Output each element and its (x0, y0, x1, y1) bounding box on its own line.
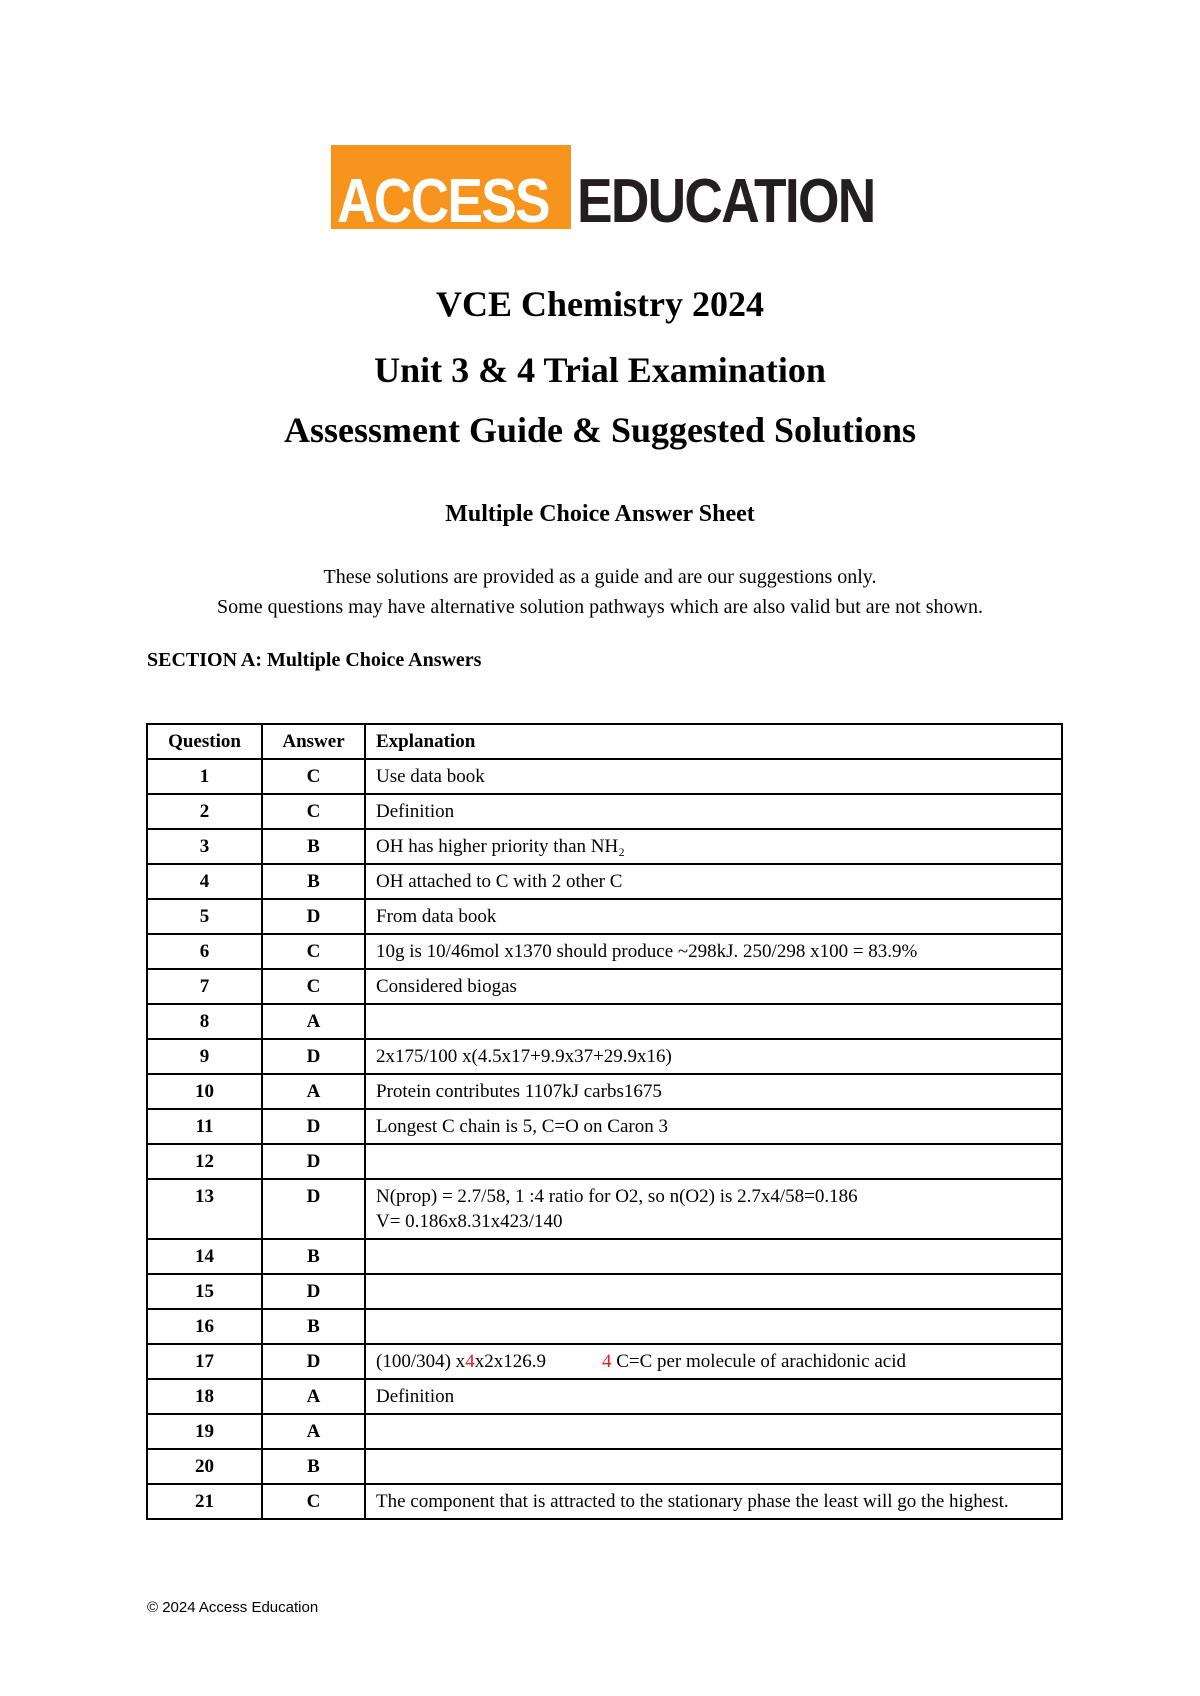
explanation-line-1: N(prop) = 2.7/58, 1 :4 ratio for O2, so n(O2) is 2.7x4/58=0.186 (376, 1186, 858, 1207)
answer-letter: D (262, 1274, 365, 1309)
answer-letter: B (262, 1309, 365, 1344)
table-row (147, 1074, 1062, 1109)
question-number: 17 (147, 1344, 262, 1379)
question-number: 9 (147, 1039, 262, 1074)
header-question: Question (147, 724, 262, 759)
question-number: 13 (147, 1179, 262, 1239)
explanation: Longest C chain is 5, C=O on Caron 3 (365, 1109, 1062, 1144)
table-row (147, 1379, 1062, 1414)
explanation (365, 1449, 1062, 1484)
document-title: VCE Chemistry 2024 (436, 284, 764, 324)
answer-letter: B (262, 829, 365, 864)
intro-line-2: Some questions may have alternative solution pathways which are also valid but are not shown. (217, 596, 983, 618)
highlight-number: 4 (601, 1351, 612, 1372)
answer-letter: D (262, 1144, 365, 1179)
question-number: 16 (147, 1309, 262, 1344)
answer-letter: A (262, 1004, 365, 1039)
question-number: 7 (147, 969, 262, 1004)
table-row (147, 864, 1062, 899)
table-row (147, 1414, 1062, 1449)
explanation: 2x175/100 x(4.5x17+9.9x37+29.9x16) (365, 1039, 1062, 1074)
logo-education-text: EDUCATION (577, 167, 875, 236)
answer-letter: A (262, 1414, 365, 1449)
explanation: Use data book (365, 759, 1062, 794)
answer-letter: C (262, 969, 365, 1004)
explanation: From data book (365, 899, 1062, 934)
table-row (147, 1344, 1062, 1379)
question-number: 6 (147, 934, 262, 969)
logo-access-text: ACCESS (337, 167, 549, 236)
table-row (147, 1274, 1062, 1309)
explanation (365, 1144, 1062, 1179)
explanation: The component that is attracted to the stationary phase the least will go the highest. (365, 1484, 1062, 1519)
highlight-number: 4 (465, 1351, 475, 1372)
answer-letter: D (262, 1039, 365, 1074)
table-row (147, 1449, 1062, 1484)
header-answer: Answer (262, 724, 365, 759)
table-row (147, 829, 1062, 864)
explanation: OH attached to C with 2 other C (365, 864, 1062, 899)
table-header-row (147, 724, 1062, 759)
access-education-logo (331, 145, 901, 236)
question-number: 1 (147, 759, 262, 794)
question-number: 4 (147, 864, 262, 899)
document-subtitle-2: Assessment Guide & Suggested Solutions (283, 410, 917, 450)
table-row (147, 1309, 1062, 1344)
explanation: Considered biogas (365, 969, 1062, 1004)
table-row (147, 1484, 1062, 1519)
explanation: 10g is 10/46mol x1370 should produce ~298kJ. 250/298 x100 = 83.9% (365, 934, 1062, 969)
question-number: 10 (147, 1074, 262, 1109)
explanation (365, 1414, 1062, 1449)
question-number: 12 (147, 1144, 262, 1179)
explanation (365, 1274, 1062, 1309)
question-number: 2 (147, 794, 262, 829)
table-row (147, 1004, 1062, 1039)
question-number: 20 (147, 1449, 262, 1484)
header-explanation: Explanation (365, 724, 1062, 759)
explanation (365, 1239, 1062, 1274)
explanation-line-2: V= 0.186x8.31x423/140 (376, 1211, 563, 1232)
question-number: 8 (147, 1004, 262, 1039)
explanation (365, 1309, 1062, 1344)
answer-letter: B (262, 864, 365, 899)
question-number: 11 (147, 1109, 262, 1144)
table-row (147, 899, 1062, 934)
explanation: Definition (365, 1379, 1062, 1414)
answer-letter: A (262, 1074, 365, 1109)
section-heading: SECTION A: Multiple Choice Answers (147, 649, 482, 671)
answer-letter: C (262, 759, 365, 794)
explanation (365, 1004, 1062, 1039)
table-row (147, 1179, 1062, 1239)
explanation: OH has higher priority than NH₂ (365, 829, 1062, 864)
table-row (147, 969, 1062, 1004)
question-number: 15 (147, 1274, 262, 1309)
question-number: 19 (147, 1414, 262, 1449)
answer-letter: A (262, 1379, 365, 1414)
answer-sheet-heading: Multiple Choice Answer Sheet (445, 501, 755, 527)
intro-line-1: These solutions are provided as a guide and are our suggestions only. (323, 566, 877, 588)
explanation-part: (100/304) x (376, 1351, 466, 1372)
answer-letter: C (262, 1484, 365, 1519)
explanation-part: C=C per molecule of arachidonic acid (611, 1351, 906, 1372)
table-row (147, 759, 1062, 794)
answer-letter: C (262, 934, 365, 969)
copyright-footer: © 2024 Access Education (147, 1599, 319, 1616)
question-number: 3 (147, 829, 262, 864)
question-number: 5 (147, 899, 262, 934)
table-row (147, 794, 1062, 829)
table-row (147, 1239, 1062, 1274)
answer-letter: D (262, 1179, 365, 1239)
table-row (147, 1039, 1062, 1074)
table-row (147, 1109, 1062, 1144)
table-row (147, 1144, 1062, 1179)
answer-letter: D (262, 899, 365, 934)
answers-table (146, 723, 1063, 1520)
table-row (147, 934, 1062, 969)
explanation: Definition (365, 794, 1062, 829)
explanation: Protein contributes 1107kJ carbs1675 (365, 1074, 1062, 1109)
document-subtitle: Unit 3 & 4 Trial Examination (374, 350, 826, 390)
question-number: 14 (147, 1239, 262, 1274)
answer-letter: D (262, 1109, 365, 1144)
answer-letter: D (262, 1344, 365, 1379)
question-number: 21 (147, 1484, 262, 1519)
explanation-part: x2x126.9 (474, 1351, 546, 1372)
answer-letter: C (262, 794, 365, 829)
answer-letter: B (262, 1239, 365, 1274)
explanation (365, 1179, 1062, 1239)
question-number: 18 (147, 1379, 262, 1414)
explanation (365, 1344, 1062, 1379)
answer-letter: B (262, 1449, 365, 1484)
